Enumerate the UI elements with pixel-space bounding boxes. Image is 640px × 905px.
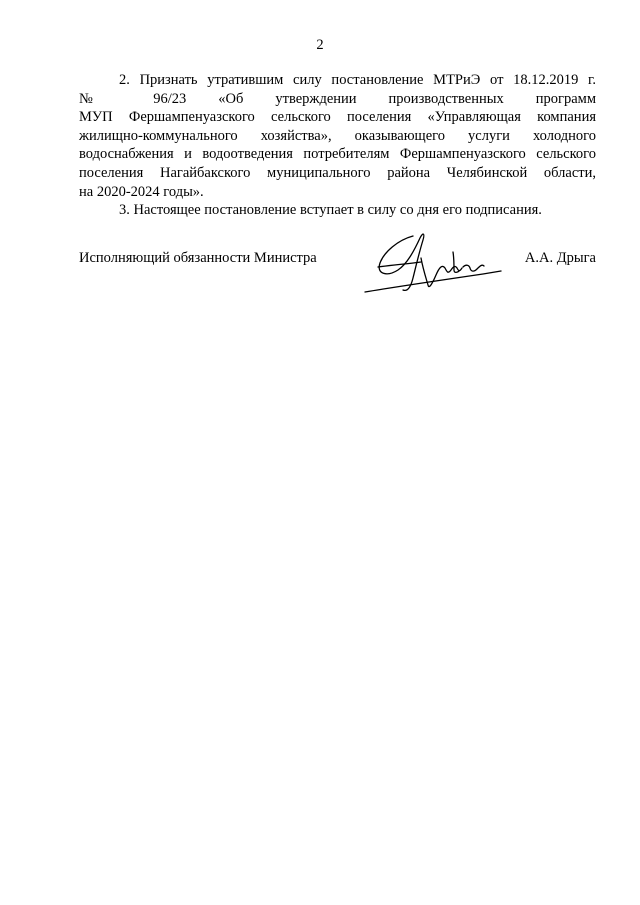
page-number: 2 xyxy=(316,37,324,53)
paragraph-2-line-1: 2. Признать утратившим силу постановление МТРиЭ от 18.12.2019 г. xyxy=(119,72,596,88)
paragraph-2-line-6: поселения Нагайбакского муниципального района Челябинской области, xyxy=(79,164,596,181)
paragraph-2-line-7: на 2020-2024 годы». xyxy=(79,183,204,200)
paragraph-2-line-5: водоснабжения и водоотведения потребителям Фершампенуазского сельского xyxy=(79,146,596,163)
document-body xyxy=(79,71,596,220)
paragraph-2-line-2: № 96/23 «Об утверждении производственных программ xyxy=(79,90,596,107)
signatory-title: Исполняющий обязанности Министра xyxy=(79,250,317,266)
paragraph-3: 3. Настоящее постановление вступает в силу со дня его подписания. xyxy=(119,202,542,219)
paragraph-2-line-3: МУП Фершампенуазского сельского поселения «Управляющая компания xyxy=(79,109,596,126)
paragraph-2-line-4: жилищно-коммунального хозяйства», оказывающего услуги холодного xyxy=(79,127,596,144)
signatory-name: А.А. Дрыга xyxy=(524,250,596,266)
handwritten-signature xyxy=(356,228,504,294)
